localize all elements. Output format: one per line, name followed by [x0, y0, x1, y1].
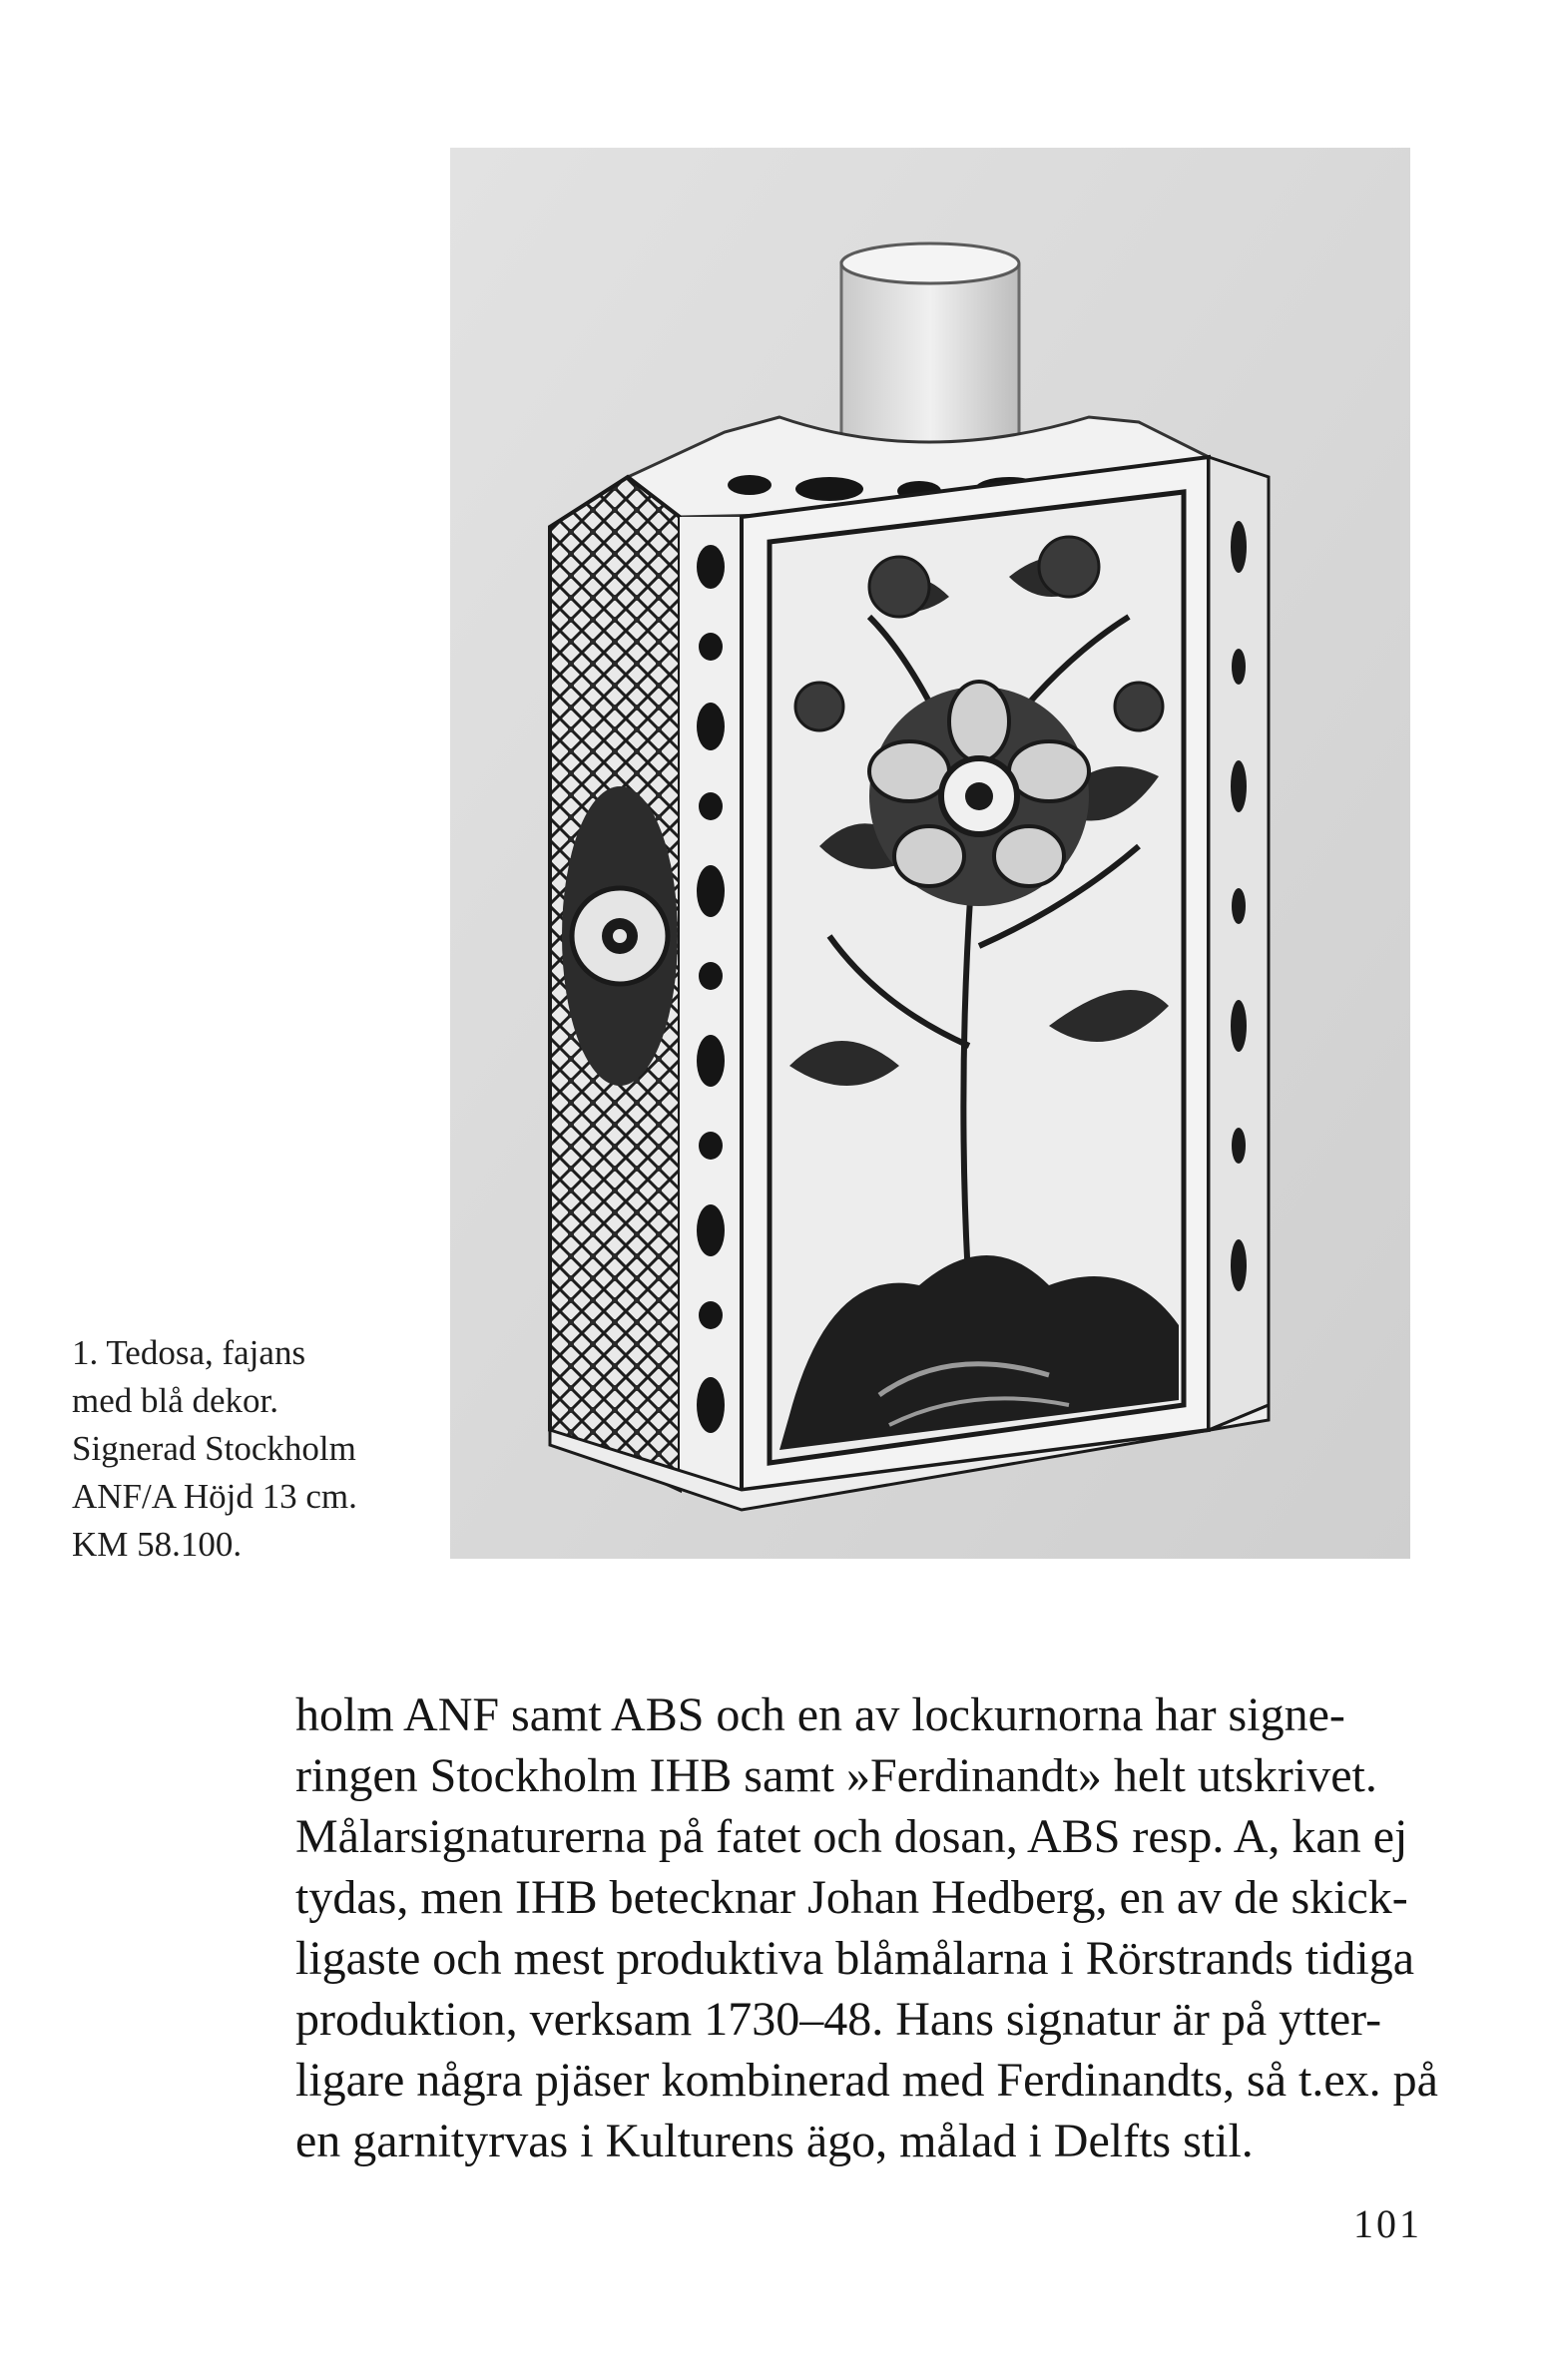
body-line: tydas, men IHB betecknar Johan Hedberg, en av de skick-: [295, 1871, 1408, 1924]
body-line: produktion, verksam 1730–48. Hans signatur är på ytter-: [295, 1993, 1382, 2046]
body-line: en garnityrvas i Kulturens ägo, målad i Delfts stil.: [295, 2115, 1254, 2167]
caption-line: ANF/A Höjd 13 cm.: [72, 1477, 357, 1516]
tea-caddy-photograph: [450, 148, 1410, 1559]
figure-caption: [72, 1329, 431, 1569]
caption-line: 1. Tedosa, fajans: [72, 1333, 306, 1372]
page-number: 101: [1353, 2201, 1422, 2246]
body-line: ligaste och mest produktiva blåmålarna i Rörstrands tidiga: [295, 1932, 1415, 1985]
body-line: ligare några pjäser kombinerad med Ferdinandts, så t.ex. på: [295, 2054, 1438, 2107]
body-paragraph: [295, 1684, 1443, 2171]
caption-line: med blå dekor.: [72, 1381, 279, 1420]
body-line: ringen Stockholm IHB samt »Ferdinandt» helt utskrivet.: [295, 1749, 1377, 1802]
body-line: holm ANF samt ABS och en av lockurnorna har signe-: [295, 1688, 1345, 1741]
caption-line: KM 58.100.: [72, 1525, 243, 1564]
body-line: Målarsignaturerna på fatet och dosan, ABS resp. A, kan ej: [295, 1810, 1408, 1863]
caption-line: Signerad Stockholm: [72, 1429, 356, 1468]
